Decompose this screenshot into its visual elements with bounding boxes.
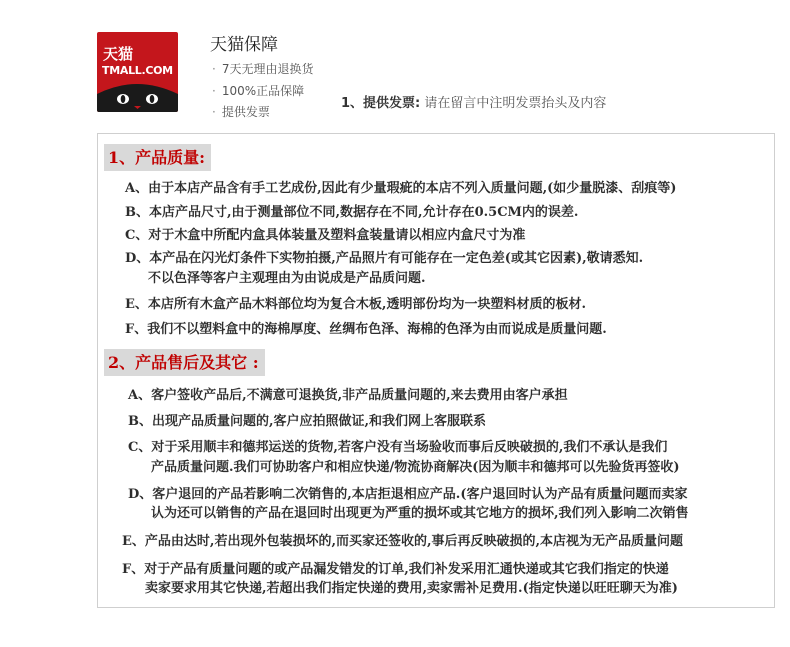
- item-text: 产品由达时,若出现外包装损坏的,而买家还签收的,事后再反映破损的,本店视为无产品质量问题: [144, 534, 684, 549]
- item-marker: F、: [125, 322, 148, 337]
- item-marker: A、: [125, 181, 149, 196]
- policy-panel: [97, 133, 775, 608]
- policy-line: [128, 436, 667, 455]
- bullet: ·: [212, 105, 216, 119]
- guarantee-item: [212, 102, 313, 124]
- policy-line: [122, 530, 683, 549]
- item-marker: C、: [128, 440, 152, 455]
- section-title-quality: 1、产品质量:: [104, 144, 211, 171]
- bullet: ·: [212, 83, 216, 98]
- policy-line: [128, 384, 568, 403]
- policy-line: [125, 247, 643, 266]
- item-text: 客户签收产品后,不满意可退换货,非产品质量问题的,来去费用由客户承担: [151, 388, 568, 403]
- item-text: 我们不以塑料盒中的海棉厚度、丝绸布色泽、海棉的色泽为由而说成是质量问题.: [147, 322, 607, 337]
- guarantee-item-label: 提供发票: [221, 105, 270, 119]
- policy-line: [125, 293, 586, 312]
- item-text: 客户退回的产品若影响二次销售的,本店拒退相应产品.(客户退回时认为产品有质量问题而卖家: [152, 487, 688, 502]
- policy-line-continuation: 卖家要求用其它快递,若超出我们指定快递的费用,卖家需补足费用.(指定快递以旺旺聊天为准): [145, 581, 678, 596]
- policy-line: [125, 224, 525, 243]
- bullet: ·: [212, 62, 216, 76]
- item-marker: C、: [125, 228, 149, 243]
- policy-line: [128, 483, 688, 502]
- policy-line: [125, 177, 676, 196]
- section-title-aftersales: 2、产品售后及其它 :: [104, 349, 265, 376]
- item-text: 由于本店产品含有手工艺成份,因此有少量瑕疵的本店不列入质量问题,(如少量脱漆、刮痕等): [148, 181, 677, 196]
- policy-line-continuation: 不以色泽等客户主观理由为由说成是产品质问题.: [148, 271, 426, 286]
- item-marker: E、: [122, 534, 145, 549]
- policy-line-continuation: 认为还可以销售的产品在退回时出现更为严重的损坏或其它地方的损坏,我们列入影响二次销售: [151, 506, 689, 521]
- tmall-cat-icon: [97, 80, 178, 112]
- tmall-logo: [97, 32, 178, 112]
- policy-line: [122, 558, 669, 577]
- logo-en-text: TMALL.COM: [102, 64, 173, 77]
- guarantee-item-label: 7天无理由退换货: [221, 62, 314, 76]
- item-text: 本店产品尺寸,由于测量部位不同,数据存在不同,允计存在0.5CM内的误差.: [149, 205, 579, 220]
- item-marker: D、: [128, 487, 153, 502]
- guarantee-item-label: 100%正品保障: [221, 83, 305, 98]
- item-marker: E、: [125, 297, 148, 312]
- invoice-label: 1、提供发票:: [341, 96, 421, 111]
- item-text: 出现产品质量问题的,客户应拍照做证,和我们网上客服联系: [152, 414, 487, 429]
- policy-line-continuation: 产品质量问题.我们可协助客户和相应快递/物流协商解决(因为顺丰和德邦可以先验货再签收): [151, 460, 680, 475]
- policy-line: [125, 318, 607, 337]
- policy-line: [125, 201, 578, 220]
- item-text: 对于产品有质量问题的或产品漏发错发的订单,我们补发采用汇通快递或其它我们指定的快递: [144, 562, 669, 577]
- item-marker: D、: [125, 251, 150, 266]
- logo-cn-text: 天猫: [103, 45, 134, 63]
- item-text: 对于木盒中所配内盒具体装量及塑料盒装量请以相应内盒尺寸为准: [148, 228, 526, 243]
- item-text: 本店所有木盒产品木料部位均为复合木板,透明部份均为一块塑料材质的板材.: [147, 297, 586, 312]
- item-text: 对于采用顺丰和德邦运送的货物,若客户没有当场验收而事后反映破损的,我们不承认是我们: [151, 440, 668, 455]
- guarantee-title: 天猫保障: [210, 35, 278, 55]
- item-marker: B、: [128, 414, 152, 429]
- item-marker: B、: [125, 205, 149, 220]
- item-text: 本产品在闪光灯条件下实物拍摄,产品照片有可能存在一定色差(或其它因素),敬请悉知.: [149, 251, 644, 266]
- guarantee-item: [212, 59, 313, 81]
- item-marker: A、: [128, 388, 152, 403]
- guarantee-item: [212, 81, 313, 103]
- invoice-note: [341, 92, 606, 111]
- invoice-text: 请在留言中注明发票抬头及内容: [420, 96, 607, 111]
- guarantee-list: [212, 59, 313, 124]
- item-marker: F、: [122, 562, 145, 577]
- policy-line: [128, 410, 486, 429]
